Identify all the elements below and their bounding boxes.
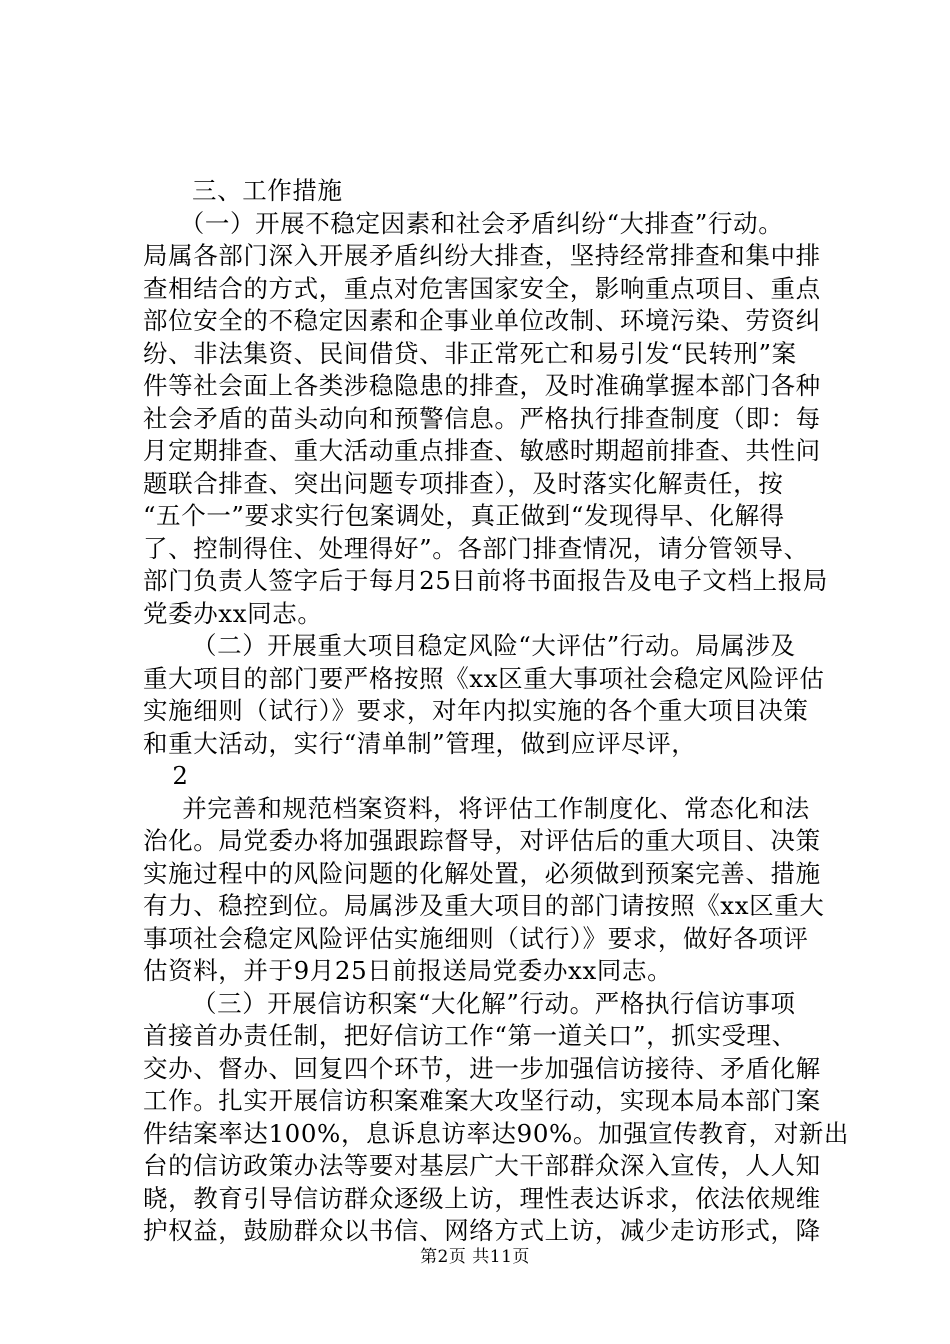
- paragraph-1-start: （一）开展不稳定因素和社会矛盾纠纷“大排查”行动。: [179, 208, 784, 238]
- text-line: 件等社会面上各类涉稳隐患的排查，及时准确掌握本部门各种: [143, 371, 821, 400]
- text-line: 局属各部门深入开展矛盾纠纷大排查，坚持经常排查和集中排: [143, 241, 821, 270]
- page-footer: 第2页 共11页: [420, 1247, 530, 1267]
- text-line: 部位安全的不稳定因素和企事业单位改制、环境污染、劳资纠: [143, 306, 821, 335]
- text-line: “五个一”要求实行包案调处，真正做到“发现得早、化解得: [143, 501, 785, 530]
- text-line: 首接首办责任制，把好信访工作“第一道关口”，抓实受理、: [143, 1021, 797, 1050]
- paragraph-2-start: （二）开展重大项目稳定风险“大评估”行动。局属涉及: [192, 631, 796, 660]
- text-line: 党委办xx同志。: [143, 598, 323, 628]
- text-line: 护权益，鼓励群众以书信、网络方式上访，减少走访形式，降: [143, 1216, 821, 1245]
- text-line: 和重大活动，实行“清单制”管理，做到应评尽评，: [143, 728, 697, 758]
- text-line: 治化。局党委办将加强跟踪督导，对评估后的重大项目、决策: [143, 826, 821, 855]
- inline-page-number: 2: [172, 761, 189, 790]
- text-line: 晓，教育引导信访群众逐级上访，理性表达诉求，依法依规维: [143, 1183, 821, 1213]
- text-line: 事项社会稳定风险评估实施细则（试行）》要求，做好各项评: [143, 923, 809, 953]
- paragraph-2-continued: 并完善和规范档案资料，将评估工作制度化、常态化和法: [182, 793, 810, 823]
- text-line: 查相结合的方式，重点对危害国家安全，影响重点项目、重点: [143, 273, 821, 303]
- text-line: 了、控制得住、处理得好”。各部门排查情况，请分管领导、: [143, 533, 809, 563]
- text-line: 社会矛盾的苗头动向和预警信息。严格执行排查制度（即：每: [143, 403, 821, 433]
- text-line: 估资料，并于9月25日前报送局党委办xx同志。: [143, 956, 673, 985]
- text-line: 实施细则（试行）》要求，对年内拟实施的各个重大项目决策: [143, 696, 809, 725]
- text-line: 题联合排查、突出问题专项排查），及时落实化解责任，按: [143, 468, 784, 498]
- text-line: 部门负责人签字后于每月25日前将书面报告及电子文档上报局: [143, 566, 828, 595]
- text-line: 实施过程中的风险问题的化解处置，必须做到预案完善、措施: [143, 858, 821, 888]
- text-line: 有力、稳控到位。局属涉及重大项目的部门请按照《xx区重大: [143, 891, 825, 920]
- text-line: 纷、非法集资、民间借贷、非正常死亡和易引发“民转刑”案: [143, 338, 797, 368]
- text-line: 件结案率达100%，息诉息访率达90%。加强宣传教育，对新出: [143, 1118, 849, 1148]
- text-line: 工作。扎实开展信访积案难案大攻坚行动，实现本局本部门案: [143, 1086, 821, 1115]
- text-line: 重大项目的部门要严格按照《xx区重大事项社会稳定风险评估: [143, 663, 825, 693]
- document-body: [143, 175, 849, 1248]
- section-heading: 三、工作措施: [192, 176, 343, 205]
- text-line: 交办、督办、回复四个环节，进一步加强信访接待、矛盾化解: [143, 1053, 821, 1083]
- text-line: 月定期排查、重大活动重点排查、敏感时期超前排查、共性问: [143, 436, 821, 465]
- text-line: 台的信访政策办法等要对基层广大干部群众深入宣传，人人知: [143, 1151, 821, 1180]
- paragraph-3-start: （三）开展信访积案“大化解”行动。严格执行信访事项: [192, 988, 796, 1018]
